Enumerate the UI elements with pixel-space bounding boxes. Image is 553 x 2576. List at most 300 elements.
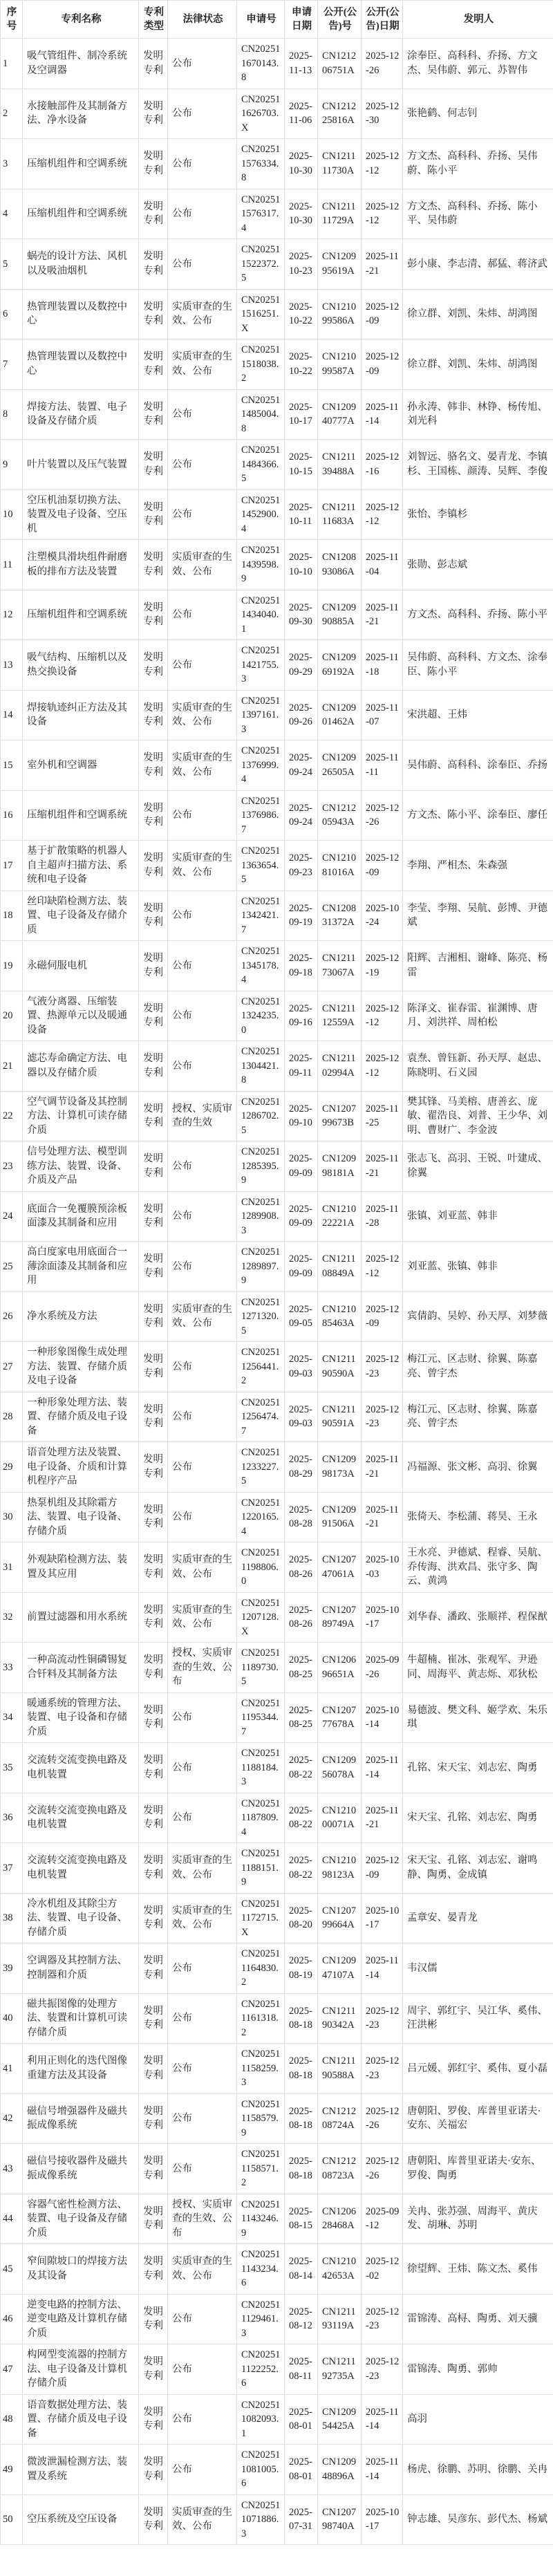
cell-inventors: 徐望辉、王炜、陈文杰、奚伟: [403, 2244, 553, 2295]
cell-legal-status: 实质审查的生效、公布: [168, 2494, 237, 2545]
cell-publication-number: CN121192735A: [318, 2344, 362, 2395]
cell-publication-date: 2025-12-16: [362, 440, 403, 490]
cell-patent-type: 发明专利: [139, 489, 168, 540]
cell-seq: 4: [1, 189, 23, 239]
cell-application-number: CN202511434040.1: [237, 590, 285, 640]
cell-application-date: 2025-08-19: [285, 1943, 318, 1994]
cell-inventors: 吕元媛、郭红宇、奚伟、夏小磊: [403, 2044, 553, 2094]
cell-publication-date: 2025-11-21: [362, 1442, 403, 1493]
table-row: [1, 1242, 553, 1292]
cell-inventors: 樊其锋、马美榕、唐善玄、庞敏、翟浩良、刘普、王少华、刘明、曹财广、李金波: [403, 1091, 553, 1141]
cell-application-number: CN202511158571.2: [237, 2144, 285, 2194]
cell-publication-date: 2025-12-26: [362, 2093, 403, 2144]
cell-legal-status: 实质审查的生效、公布: [168, 339, 237, 390]
table-row: [1, 2445, 553, 2495]
cell-inventors: 刘华春、潘政、张顺祥、程保猷: [403, 1592, 553, 1643]
cell-publication-number: CN120940777A: [318, 389, 362, 440]
header-inventors: 发明人: [403, 1, 553, 39]
cell-publication-number: CN120893086A: [318, 540, 362, 590]
cell-application-number: CN202511304421.8: [237, 1041, 285, 1092]
cell-patent-name: 蜗壳的设计方法、风机以及吸油烟机: [23, 239, 139, 290]
cell-application-number: CN202511195344.7: [237, 1692, 285, 1743]
table-row: [1, 339, 553, 390]
cell-seq: 29: [1, 1442, 23, 1493]
cell-publication-number: CN121099586A: [318, 289, 362, 339]
cell-application-date: 2025-10-22: [285, 289, 318, 339]
table-row: [1, 1993, 553, 2044]
cell-publication-number: CN121190342A: [318, 1993, 362, 2044]
cell-publication-number: CN121112559A: [318, 991, 362, 1041]
cell-patent-type: 发明专利: [139, 88, 168, 139]
cell-publication-date: 2025-11-21: [362, 1492, 403, 1542]
cell-patent-type: 发明专利: [139, 2093, 168, 2144]
cell-inventors: 彭小康、李志清、郝猛、蒋济武: [403, 239, 553, 290]
cell-application-number: CN202511207128.X: [237, 1592, 285, 1643]
cell-seq: 1: [1, 39, 23, 89]
cell-publication-number: CN120998181A: [318, 1141, 362, 1192]
cell-publication-number: CN121208723A: [318, 2144, 362, 2194]
table-row: [1, 2194, 553, 2244]
cell-application-date: 2025-08-14: [285, 2244, 318, 2295]
cell-application-date: 2025-09-10: [285, 1091, 318, 1141]
cell-application-number: CN202511129461.3: [237, 2294, 285, 2344]
cell-legal-status: 公布: [168, 790, 237, 841]
cell-inventors: 钟志雄、吴彦东、彭代杰、杨斌: [403, 2494, 553, 2545]
cell-application-number: CN202511172715.X: [237, 1893, 285, 1943]
cell-legal-status: 实质审查的生效、公布: [168, 740, 237, 791]
cell-inventors: 梅江元、区志财、徐翼、陈嘉亮、曾宇杰: [403, 1342, 553, 1392]
cell-patent-type: 发明专利: [139, 1993, 168, 2044]
cell-patent-name: 容器气密性检测方法、装置、电子设备及存储介质: [23, 2194, 139, 2244]
table-row: [1, 289, 553, 339]
cell-seq: 21: [1, 1041, 23, 1092]
cell-legal-status: 公布: [168, 590, 237, 640]
cell-patent-type: 发明专利: [139, 2044, 168, 2094]
cell-legal-status: 实质审查的生效、公布: [168, 1893, 237, 1943]
cell-patent-name: 磁共振图像的处理方法、装置和计算机可读存储介质: [23, 1993, 139, 2044]
cell-seq: 33: [1, 1643, 23, 1693]
cell-legal-status: 公布: [168, 389, 237, 440]
cell-application-date: 2025-10-17: [285, 389, 318, 440]
cell-seq: 7: [1, 339, 23, 390]
cell-seq: 15: [1, 740, 23, 791]
cell-inventors: 唐朝阳、库普里亚诺夫·安东、罗俊、陶勇: [403, 2144, 553, 2194]
table-row: [1, 1843, 553, 1894]
cell-inventors: 张镇、刘亚蓝、韩非: [403, 1191, 553, 1242]
cell-patent-type: 发明专利: [139, 1442, 168, 1493]
cell-inventors: 张怡、李镇杉: [403, 489, 553, 540]
cell-application-number: CN202511485004.8: [237, 389, 285, 440]
cell-inventors: 方文杰、高科科、乔扬、吴伟蔚、陈小平: [403, 139, 553, 189]
cell-legal-status: 实质审查的生效、公布: [168, 690, 237, 740]
cell-application-number: CN202511271320.5: [237, 1291, 285, 1342]
cell-publication-number: CN120954425A: [318, 2394, 362, 2445]
cell-application-number: CN202511158259.3: [237, 2044, 285, 2094]
cell-application-date: 2025-11-06: [285, 88, 318, 139]
table-row: [1, 2294, 553, 2344]
cell-inventors: 陈泽文、崔春雷、崔渊博、唐月、刘洪祥、周柏松: [403, 991, 553, 1041]
cell-application-number: CN202511220165.4: [237, 1492, 285, 1542]
cell-inventors: 吴伟蔚、高科科、方文杰、涂奉臣、陈小平: [403, 640, 553, 691]
cell-inventors: 王水亮、尹德斌、程睿、吴航、乔传海、洪欢昌、张守多、陶云、黄鸿: [403, 1542, 553, 1593]
cell-patent-type: 发明专利: [139, 2344, 168, 2395]
cell-patent-name: 压缩机组件和空调系统: [23, 139, 139, 189]
cell-publication-number: CN121206751A: [318, 39, 362, 89]
cell-publication-date: 2025-12-12: [362, 1041, 403, 1092]
cell-seq: 34: [1, 1692, 23, 1743]
cell-publication-date: 2025-12-02: [362, 2244, 403, 2295]
cell-publication-number: CN121085463A: [318, 1291, 362, 1342]
cell-application-number: CN202511198806.0: [237, 1542, 285, 1593]
cell-publication-number: CN120947107A: [318, 1943, 362, 1994]
cell-application-number: CN202511071886.3: [237, 2494, 285, 2545]
table-row: [1, 1041, 553, 1092]
cell-seq: 38: [1, 1893, 23, 1943]
cell-application-number: CN202511324235.0: [237, 991, 285, 1041]
cell-publication-number: CN121099587A: [318, 339, 362, 390]
table-row: [1, 2394, 553, 2445]
cell-inventors: 高羽: [403, 2394, 553, 2445]
cell-publication-date: 2025-12-26: [362, 39, 403, 89]
table-row: [1, 1542, 553, 1593]
cell-publication-number: CN121190590A: [318, 1342, 362, 1392]
cell-inventors: 张勋、彭志斌: [403, 540, 553, 590]
table-row: [1, 2093, 553, 2144]
cell-inventors: 徐立群、刘凯、朱炜、胡鸿图: [403, 289, 553, 339]
cell-patent-type: 发明专利: [139, 790, 168, 841]
cell-seq: 35: [1, 1743, 23, 1793]
cell-legal-status: 公布: [168, 1692, 237, 1743]
cell-patent-name: 焊接方法、装置、电子设备及存储介质: [23, 389, 139, 440]
cell-patent-type: 发明专利: [139, 1041, 168, 1092]
cell-application-date: 2025-08-11: [285, 2344, 318, 2395]
cell-patent-name: 语音数据处理方法、装置、存储介质及电子设备: [23, 2394, 139, 2445]
cell-application-date: 2025-09-05: [285, 1291, 318, 1342]
cell-patent-name: 注塑模具滑块组件耐磨板的排布方法及装置: [23, 540, 139, 590]
cell-inventors: 宋天宝、孔铭、刘志宏、谢鸣静、陶勇、金成镇: [403, 1843, 553, 1894]
table-row: [1, 1392, 553, 1442]
cell-publication-number: CN121205943A: [318, 790, 362, 841]
cell-application-date: 2025-08-12: [285, 2294, 318, 2344]
cell-application-number: CN202511421755.3: [237, 640, 285, 691]
cell-patent-name: 暖通系统的管理方法、装置、电子设备和存储介质: [23, 1692, 139, 1743]
cell-patent-name: 冷水机组及其除尘方法、装置、电子设备、存储介质: [23, 1893, 139, 1943]
header-application-date: 申请日期: [285, 1, 318, 39]
cell-publication-date: 2025-12-09: [362, 1843, 403, 1894]
cell-application-number: CN202511143246.9: [237, 2194, 285, 2244]
cell-patent-type: 发明专利: [139, 1643, 168, 1693]
cell-patent-name: 磁信号接收器件及磁共振成像系统: [23, 2144, 139, 2194]
cell-legal-status: 公布: [168, 890, 237, 941]
cell-application-date: 2025-08-22: [285, 1793, 318, 1843]
cell-patent-name: 压缩机组件和空调系统: [23, 790, 139, 841]
cell-legal-status: 公布: [168, 1743, 237, 1793]
cell-publication-date: 2025-10-17: [362, 2494, 403, 2545]
cell-publication-date: 2025-11-14: [362, 389, 403, 440]
cell-publication-number: CN120628468A: [318, 2194, 362, 2244]
cell-publication-date: 2025-12-12: [362, 189, 403, 239]
cell-publication-date: 2025-12-09: [362, 1291, 403, 1342]
cell-application-date: 2025-09-11: [285, 1041, 318, 1092]
cell-publication-number: CN120777678A: [318, 1692, 362, 1743]
cell-legal-status: 实质审查的生效、公布: [168, 289, 237, 339]
cell-inventors: 徐立群、刘凯、朱炜、胡鸿图: [403, 339, 553, 390]
cell-legal-status: 公布: [168, 1943, 237, 1994]
cell-application-number: CN202511081005.6: [237, 2445, 285, 2495]
cell-publication-date: 2025-10-17: [362, 1592, 403, 1643]
header-legal-status: 法律状态: [168, 1, 237, 39]
cell-patent-name: 高白度家电用底面合一薄涂面漆及其制备和应用: [23, 1242, 139, 1292]
cell-patent-name: 吸气管组件、制冷系统及空调器: [23, 39, 139, 89]
cell-application-date: 2025-08-18: [285, 1993, 318, 2044]
cell-legal-status: 实质审查的生效、公布: [168, 1843, 237, 1894]
table-row: [1, 841, 553, 891]
cell-application-number: CN202511626703.X: [237, 88, 285, 139]
table-row: [1, 39, 553, 89]
header-publication-number: 公开(公告)号: [318, 1, 362, 39]
table-row: [1, 1291, 553, 1342]
cell-patent-type: 发明专利: [139, 2394, 168, 2445]
cell-publication-date: 2025-11-11: [362, 740, 403, 791]
cell-legal-status: 公布: [168, 1993, 237, 2044]
cell-legal-status: 实质审查的生效、公布: [168, 841, 237, 891]
table-row: [1, 941, 553, 991]
cell-legal-status: 公布: [168, 2344, 237, 2395]
cell-seq: 30: [1, 1492, 23, 1542]
cell-application-date: 2025-08-20: [285, 1893, 318, 1943]
cell-patent-type: 发明专利: [139, 941, 168, 991]
cell-publication-number: CN121111730A: [318, 139, 362, 189]
cell-application-number: CN202511286702.5: [237, 1091, 285, 1141]
cell-patent-type: 发明专利: [139, 640, 168, 691]
cell-publication-date: 2025-11-28: [362, 1191, 403, 1242]
table-row: [1, 1943, 553, 1994]
cell-patent-type: 发明专利: [139, 39, 168, 89]
cell-seq: 42: [1, 2093, 23, 2144]
cell-patent-name: 热管理装置以及数控中心: [23, 289, 139, 339]
cell-patent-type: 发明专利: [139, 890, 168, 941]
cell-seq: 19: [1, 941, 23, 991]
cell-patent-type: 发明专利: [139, 1392, 168, 1442]
cell-publication-number: CN120956078A: [318, 1743, 362, 1793]
cell-application-number: CN202511363654.5: [237, 841, 285, 891]
cell-patent-name: 焊接轨迹纠正方法及其设备: [23, 690, 139, 740]
cell-legal-status: 公布: [168, 1141, 237, 1192]
cell-patent-type: 发明专利: [139, 289, 168, 339]
cell-publication-number: CN120799664A: [318, 1893, 362, 1943]
cell-seq: 46: [1, 2294, 23, 2344]
cell-legal-status: 公布: [168, 1342, 237, 1392]
table-body: [1, 39, 553, 2545]
cell-patent-name: 空气调节设备及其控制方法、计算机可读存储介质: [23, 1091, 139, 1141]
table-row: [1, 991, 553, 1041]
cell-application-number: CN202511143234.6: [237, 2244, 285, 2295]
cell-seq: 23: [1, 1141, 23, 1192]
cell-application-date: 2025-09-09: [285, 1242, 318, 1292]
cell-publication-number: CN120696651A: [318, 1643, 362, 1693]
cell-seq: 49: [1, 2445, 23, 2495]
table-row: [1, 2494, 553, 2545]
cell-application-number: CN202511285395.9: [237, 1141, 285, 1192]
cell-inventors: 孔铭、宋天宝、刘志宏、陶勇: [403, 1743, 553, 1793]
cell-patent-name: 叶片装置以及压气装置: [23, 440, 139, 490]
cell-legal-status: 实质审查的生效、公布: [168, 1592, 237, 1643]
cell-application-date: 2025-09-03: [285, 1392, 318, 1442]
cell-application-number: CN202511188184.3: [237, 1743, 285, 1793]
cell-seq: 24: [1, 1191, 23, 1242]
cell-seq: 44: [1, 2194, 23, 2244]
cell-publication-number: CN121139488A: [318, 440, 362, 490]
cell-seq: 40: [1, 1993, 23, 2044]
cell-application-date: 2025-08-25: [285, 1692, 318, 1743]
cell-application-date: 2025-09-24: [285, 740, 318, 791]
table-row: [1, 1692, 553, 1743]
cell-patent-name: 外观缺陷检测方法、装置及其应用: [23, 1542, 139, 1593]
cell-application-date: 2025-10-30: [285, 189, 318, 239]
cell-application-date: 2025-09-30: [285, 590, 318, 640]
cell-inventors: 宋天宝、孔铭、刘志宏、陶勇: [403, 1793, 553, 1843]
cell-application-date: 2025-08-01: [285, 2445, 318, 2495]
table-row: [1, 1793, 553, 1843]
cell-legal-status: 公布: [168, 640, 237, 691]
cell-publication-date: 2025-11-14: [362, 2394, 403, 2445]
cell-application-date: 2025-09-26: [285, 690, 318, 740]
cell-publication-date: 2025-12-19: [362, 941, 403, 991]
cell-application-date: 2025-08-22: [285, 1743, 318, 1793]
cell-seq: 28: [1, 1392, 23, 1442]
header-application-number: 申请号: [237, 1, 285, 39]
cell-publication-date: 2025-12-23: [362, 1342, 403, 1392]
cell-application-number: CN202511289897.9: [237, 1242, 285, 1292]
cell-publication-date: 2025-10-17: [362, 1893, 403, 1943]
table-row: [1, 239, 553, 290]
cell-application-date: 2025-08-18: [285, 2144, 318, 2194]
cell-seq: 6: [1, 289, 23, 339]
cell-patent-name: 空压机油泵切换方法、装置及电子设备、空压机: [23, 489, 139, 540]
cell-legal-status: 授权、实质审查的生效、公布: [168, 2194, 237, 2244]
cell-patent-type: 发明专利: [139, 2294, 168, 2344]
cell-patent-type: 发明专利: [139, 540, 168, 590]
cell-legal-status: 公布: [168, 189, 237, 239]
table-row: [1, 489, 553, 540]
cell-legal-status: 实质审查的生效、公布: [168, 1542, 237, 1593]
table-row: [1, 389, 553, 440]
cell-publication-date: 2025-11-18: [362, 640, 403, 691]
cell-application-date: 2025-07-31: [285, 2494, 318, 2545]
cell-application-number: CN202511576317.4: [237, 189, 285, 239]
cell-publication-number: CN121081016A: [318, 841, 362, 891]
cell-patent-name: 逆变电路的控制方法、逆变电路及计算机存储介质: [23, 2294, 139, 2344]
cell-application-number: CN202511082093.1: [237, 2394, 285, 2445]
cell-seq: 17: [1, 841, 23, 891]
cell-patent-type: 发明专利: [139, 2445, 168, 2495]
cell-inventors: 张艳鹤、何志钊: [403, 88, 553, 139]
cell-inventors: 孟章安、晏青龙: [403, 1893, 553, 1943]
cell-application-date: 2025-09-09: [285, 1191, 318, 1242]
cell-inventors: 涂奉臣、高科科、乔扬、方文杰、吴伟蔚、郭元、苏智伟: [403, 39, 553, 89]
table-row: [1, 1893, 553, 1943]
cell-application-date: 2025-08-28: [285, 1492, 318, 1542]
cell-publication-date: 2025-10-24: [362, 890, 403, 941]
cell-inventors: 刘智远、骆名文、晏青龙、李镇杉、王国栋、颜涛、吴辉、李俊: [403, 440, 553, 490]
cell-application-date: 2025-10-15: [285, 440, 318, 490]
cell-patent-name: 语音处理方法及装置、电子设备、介质和计算机程序产品: [23, 1442, 139, 1493]
cell-inventors: 易德波、樊文科、姬学欢、朱乐琪: [403, 1692, 553, 1743]
cell-publication-number: CN120789749A: [318, 1592, 362, 1643]
cell-patent-type: 发明专利: [139, 1291, 168, 1342]
cell-patent-type: 发明专利: [139, 1943, 168, 1994]
cell-patent-type: 发明专利: [139, 1191, 168, 1242]
cell-application-date: 2025-09-19: [285, 890, 318, 941]
cell-patent-name: 一种形象处理方法、装置、存储介质及电子设备: [23, 1392, 139, 1442]
cell-patent-type: 发明专利: [139, 189, 168, 239]
cell-application-number: CN202511158579.9: [237, 2093, 285, 2144]
cell-publication-number: CN120991506A: [318, 1492, 362, 1542]
cell-patent-type: 发明专利: [139, 740, 168, 791]
cell-seq: 12: [1, 590, 23, 640]
cell-legal-status: 公布: [168, 1492, 237, 1542]
cell-inventors: 方文杰、陈小平、涂奉臣、廖任: [403, 790, 553, 841]
cell-patent-name: 微波泄漏检测方法、装置及系统: [23, 2445, 139, 2495]
cell-publication-number: CN121190591A: [318, 1392, 362, 1442]
cell-publication-number: CN121098123A: [318, 1843, 362, 1894]
cell-legal-status: 公布: [168, 2093, 237, 2144]
cell-legal-status: 公布: [168, 239, 237, 290]
cell-seq: 45: [1, 2244, 23, 2295]
cell-application-number: CN202511670143.8: [237, 39, 285, 89]
cell-publication-date: 2025-12-12: [362, 1242, 403, 1292]
cell-patent-type: 发明专利: [139, 690, 168, 740]
cell-publication-date: 2025-11-07: [362, 690, 403, 740]
table-row: [1, 540, 553, 590]
cell-publication-number: CN120831372A: [318, 890, 362, 941]
cell-application-number: CN202511289908.3: [237, 1191, 285, 1242]
cell-publication-date: 2025-12-12: [362, 489, 403, 540]
cell-publication-date: 2025-12-09: [362, 289, 403, 339]
cell-publication-date: 2025-11-14: [362, 1943, 403, 1994]
cell-patent-name: 滤芯寿命确定方法、电器以及存储介质: [23, 1041, 139, 1092]
cell-publication-number: CN120901462A: [318, 690, 362, 740]
table-row: [1, 1091, 553, 1141]
cell-application-number: CN202511164830.2: [237, 1943, 285, 1994]
cell-application-number: CN202511452900.4: [237, 489, 285, 540]
cell-application-date: 2025-08-15: [285, 2194, 318, 2244]
cell-inventors: 雷锦涛、高桪、陶勇、刘天骥: [403, 2294, 553, 2344]
cell-application-date: 2025-09-16: [285, 991, 318, 1041]
cell-publication-date: 2025-12-23: [362, 2044, 403, 2094]
table-row: [1, 1191, 553, 1242]
cell-publication-date: 2025-11-14: [362, 2445, 403, 2495]
cell-patent-type: 发明专利: [139, 389, 168, 440]
cell-inventors: 杨虎、徐鹏、苏明、徐鹏、关冉: [403, 2445, 553, 2495]
cell-inventors: 张志飞、高羽、王锐、叶建成、徐翼: [403, 1141, 553, 1192]
cell-application-date: 2025-10-10: [285, 540, 318, 590]
cell-seq: 43: [1, 2144, 23, 2194]
cell-patent-type: 发明专利: [139, 2244, 168, 2295]
cell-patent-name: 底面合一免覆膜预涂板面漆及其制备和应用: [23, 1191, 139, 1242]
cell-legal-status: 实质审查的生效、公布: [168, 540, 237, 590]
cell-publication-date: 2025-12-26: [362, 790, 403, 841]
table-row: [1, 2144, 553, 2194]
cell-publication-date: 2025-12-23: [362, 2344, 403, 2395]
cell-inventors: 唐朝阳、罗俊、库普里亚诺夫·安东、关福宏: [403, 2093, 553, 2144]
cell-seq: 11: [1, 540, 23, 590]
cell-application-number: CN202511439598.9: [237, 540, 285, 590]
cell-application-date: 2025-08-26: [285, 1592, 318, 1643]
cell-seq: 14: [1, 690, 23, 740]
cell-publication-date: 2025-09-12: [362, 2194, 403, 2244]
cell-publication-date: 2025-12-09: [362, 339, 403, 390]
